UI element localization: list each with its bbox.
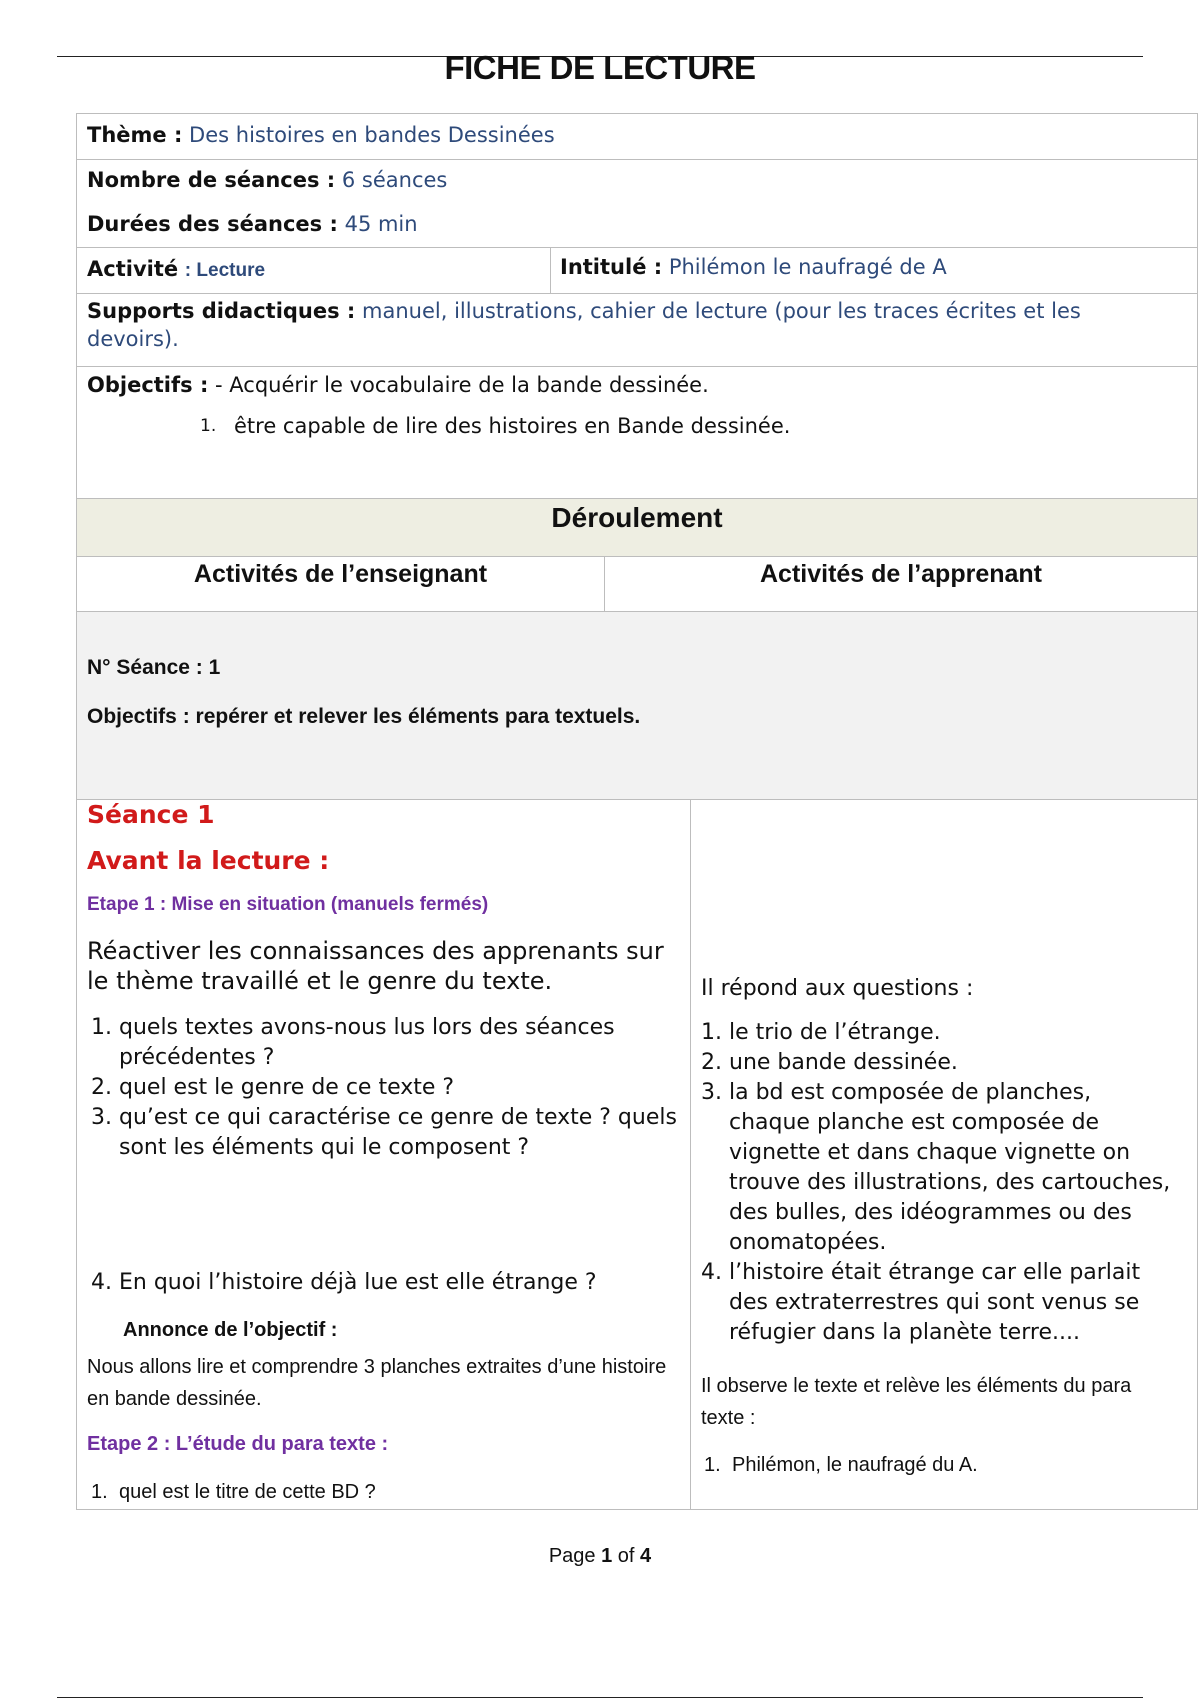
learner-answer-text: une bande dessinée. bbox=[729, 1050, 958, 1075]
intitule-cell bbox=[551, 248, 1197, 293]
theme-value: Des histoires en bandes Dessinées bbox=[189, 123, 555, 147]
objective-1: - Acquérir le vocabulaire de la bande dessinée. bbox=[215, 373, 709, 397]
session-objective: Objectifs : repérer et relever les éléments para textuels. bbox=[87, 705, 641, 728]
bottom-rule bbox=[57, 1697, 1143, 1698]
learner-answer-number: 2. bbox=[701, 1050, 722, 1075]
activity-row bbox=[76, 247, 1198, 294]
document-title: FICHE DE LECTURE bbox=[444, 49, 756, 86]
page-number: 1 bbox=[601, 1545, 613, 1567]
teacher-column bbox=[77, 800, 691, 1509]
objective-2-number: 1. bbox=[200, 416, 217, 436]
supports-label: Supports didactiques : bbox=[87, 299, 356, 323]
theme-row bbox=[76, 113, 1198, 160]
activity-cell bbox=[77, 248, 551, 293]
teacher-question-number: 1. bbox=[91, 1015, 112, 1040]
question-4-number: 4. bbox=[91, 1270, 112, 1295]
sessions-value: 6 séances bbox=[341, 168, 448, 192]
learner-observe: Il observe le texte et relève les éléments du para texte : bbox=[701, 1375, 1132, 1429]
learner-answer-number: 1. bbox=[701, 1020, 722, 1045]
learner-column bbox=[691, 800, 1197, 1509]
learner-answer-number: 4. bbox=[701, 1260, 722, 1285]
theme-label: Thème : bbox=[87, 123, 183, 147]
teacher-question bbox=[91, 1103, 681, 1163]
of-word: of bbox=[617, 1545, 635, 1567]
teacher-question-4 bbox=[91, 1268, 681, 1298]
supports-row bbox=[76, 293, 1198, 367]
intitule-value: Philémon le naufragé de A bbox=[668, 255, 947, 279]
teacher-question-text: quels textes avons-nous lus lors des séances précédentes ? bbox=[119, 1015, 615, 1070]
teacher-question bbox=[91, 1013, 681, 1073]
annonce-text: Nous allons lire et comprendre 3 planches extraites d’une histoire en bande dessinée. bbox=[87, 1356, 667, 1410]
etape-1-title: Etape 1 : Mise en situation (manuels fermés) bbox=[87, 894, 489, 915]
seance-title: Séance 1 bbox=[87, 800, 215, 829]
activity-value: : Lecture bbox=[184, 260, 266, 281]
teacher-question-number: 2. bbox=[91, 1075, 112, 1100]
duration-label: Durées des séances : bbox=[87, 212, 338, 236]
para-answer-1 bbox=[704, 1452, 978, 1478]
deroulement-title: Déroulement bbox=[551, 502, 723, 533]
teacher-question-number: 3. bbox=[91, 1105, 112, 1130]
para-question-1-text: quel est le titre de cette BD ? bbox=[119, 1481, 376, 1503]
learner-answer-text: le trio de l’étrange. bbox=[729, 1020, 941, 1045]
learner-answer-text: l’histoire était étrange car elle parlait des extraterrestres qui sont venus se réfugier dans la planète terre.... bbox=[729, 1260, 1141, 1345]
duration-value: 45 min bbox=[344, 212, 418, 236]
activity-label: Activité bbox=[87, 257, 179, 281]
col-teacher-header: Activités de l’enseignant bbox=[193, 560, 488, 588]
objective-2-text: être capable de lire des histoires en Bande dessinée. bbox=[234, 414, 791, 438]
para-answer-1-number: 1. bbox=[704, 1454, 721, 1476]
learner-answer bbox=[701, 1258, 1171, 1348]
objective-2 bbox=[200, 412, 790, 440]
supports-value: manuel, illustrations, cahier de lecture (pour les traces écrites et les devoirs). bbox=[87, 299, 1081, 351]
etape-2-title: Etape 2 : L’étude du para texte : bbox=[87, 1433, 389, 1455]
teacher-question bbox=[91, 1073, 681, 1103]
col-learner-header: Activités de l’apprenant bbox=[759, 560, 1043, 588]
reactiver-text: Réactiver les connaissances des apprenants sur le thème travaillé et le genre du texte. bbox=[87, 937, 664, 995]
session-info-row bbox=[76, 611, 1198, 800]
page-footer bbox=[0, 1545, 1200, 1568]
learner-answer bbox=[701, 1018, 1171, 1048]
main-activity-row bbox=[76, 799, 1198, 1510]
learner-answer-text: la bd est composée de planches, chaque planche est composée de vignette et dans chaque vignette on trouve des illustrations, des cartouches, des bulles, des idéogrammes ou des onomatopées. bbox=[729, 1080, 1171, 1255]
deroulement-header bbox=[76, 498, 1198, 557]
page-word: Page bbox=[548, 1545, 596, 1567]
para-question-1 bbox=[91, 1479, 376, 1505]
learner-intro: Il répond aux questions : bbox=[701, 976, 974, 1001]
page-total: 4 bbox=[640, 1545, 652, 1567]
para-answer-1-text: Philémon, le naufragé du A. bbox=[732, 1454, 978, 1476]
learner-answer bbox=[701, 1078, 1171, 1258]
sessions-label: Nombre de séances : bbox=[87, 168, 336, 192]
avant-lecture-title: Avant la lecture : bbox=[87, 846, 330, 875]
learner-answer bbox=[701, 1048, 1171, 1078]
teacher-question-text: quel est le genre de ce texte ? bbox=[119, 1075, 455, 1100]
learner-answer-list bbox=[701, 1018, 1171, 1348]
para-question-1-number: 1. bbox=[91, 1481, 108, 1503]
intitule-label: Intitulé : bbox=[560, 255, 663, 279]
question-4-text: En quoi l’histoire déjà lue est elle étrange ? bbox=[119, 1270, 597, 1295]
column-headers bbox=[76, 556, 1198, 612]
objectives-row bbox=[76, 366, 1198, 499]
learner-answer-number: 3. bbox=[701, 1080, 722, 1105]
objectives-label: Objectifs : bbox=[87, 373, 209, 397]
sessions-row bbox=[76, 159, 1198, 248]
teacher-question-text: qu’est ce qui caractérise ce genre de texte ? quels sont les éléments qui le composent ? bbox=[119, 1105, 677, 1160]
session-number: N° Séance : 1 bbox=[87, 656, 221, 679]
teacher-question-list bbox=[91, 1013, 681, 1163]
annonce-title: Annonce de l’objectif : bbox=[123, 1319, 338, 1341]
